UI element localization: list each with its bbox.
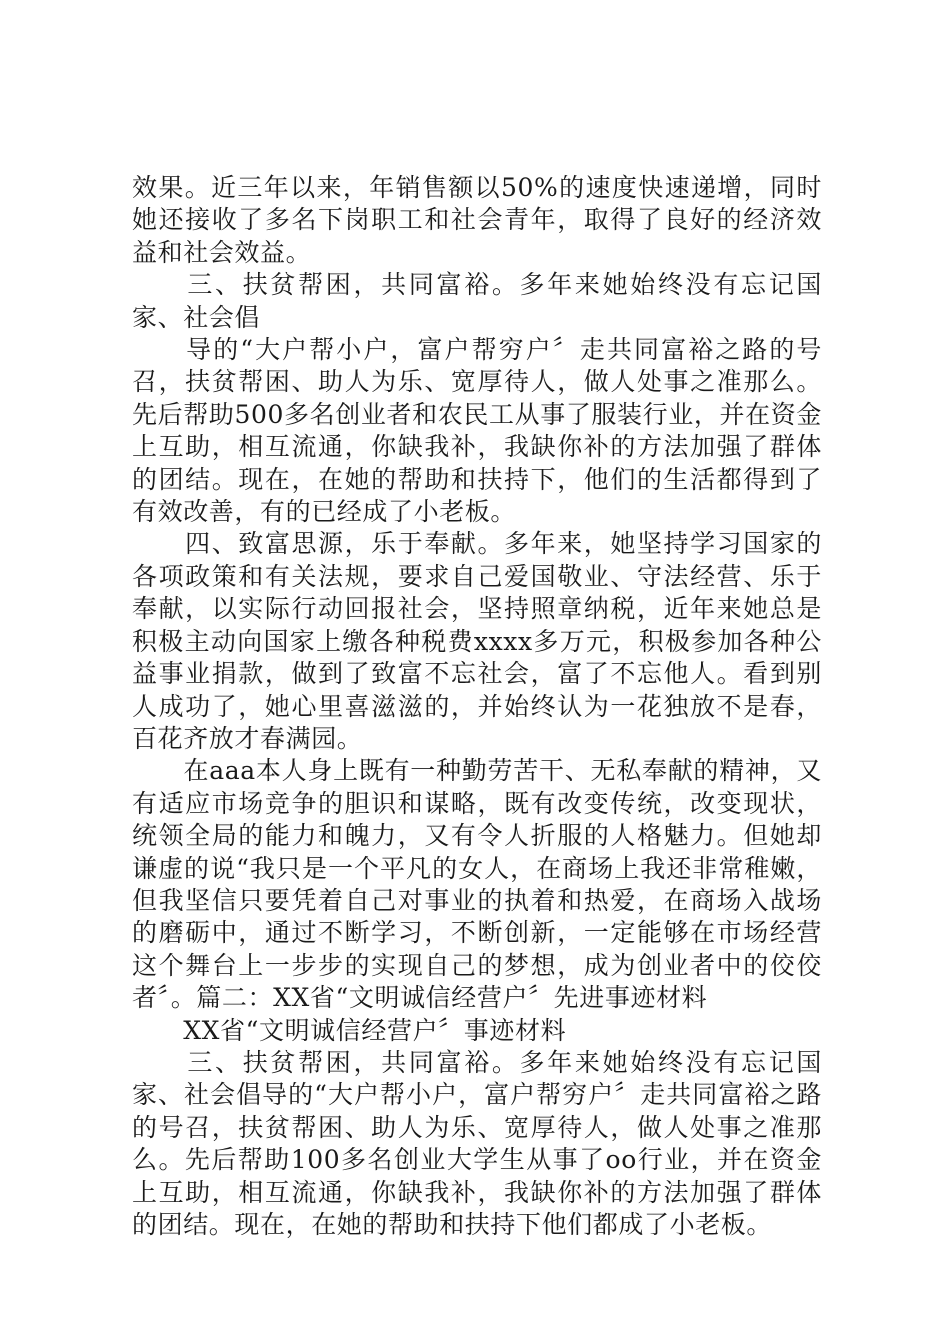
paragraph-poverty-heading: 三、扶贫帮困，共同富裕。多年来她始终没有忘记国家、社会倡 — [132, 270, 822, 332]
paragraph-poverty-body: 导的“大户帮小户，富户帮穷户〞走共同富裕之路的号召，扶贫帮困、助人为乐、宽厚待人，做人处事之准那么。先后帮助500多名创业者和农民工从事了服装行业，并在资金上互助，相互流通，你缺我补，我缺你补的方法加强了群体的团结。现在，在她的帮助和扶持下，他们的生活都得到了有效改善，有的已经成了小老板。 — [132, 335, 822, 527]
body-text — [132, 172, 822, 1241]
paragraph-poverty-repeat: 三、扶贫帮困，共同富裕。多年来她始终没有忘记国家、社会倡导的“大户帮小户，富户帮穷户〞走共同富裕之路的号召，扶贫帮困、助人为乐、宽厚待人，做人处事之准那么。先后帮助100多名创业大学生从事了oo行业，并在资金上互助，相互流通，你缺我补，我缺你补的方法加强了群体的团结。现在，在她的帮助和扶持下他们都成了小老板。 — [132, 1047, 822, 1239]
paragraph-subtitle: XX省“文明诚信经营户〞事迹材料 — [132, 1015, 567, 1045]
paragraph-dedication: 四、致富思源，乐于奉献。多年来，她坚持学习国家的各项政策和有关法规，要求自己爱国敬业、守法经营、乐于奉献，以实际行动回报社会，坚持照章纳税，近年来她总是积极主动向国家上缴各种税费xxxx多万元，积极参加各种公益事业捐款，做到了致富不忘社会，富了不忘他人。看到别人成功了，她心里喜滋滋的，并始终认为一花独放不是春，百花齐放才春满园。 — [132, 529, 822, 753]
paragraph-results: 效果。近三年以来，年销售额以50%的速度快速递增，同时她还接收了多名下岗职工和社会青年，取得了良好的经济效益和社会效益。 — [132, 173, 822, 267]
paragraph-summary: 在aaa本人身上既有一种勤劳苦干、无私奉献的精神，又有适应市场竞争的胆识和谋略，既有改变传统，改变现状，统领全局的能力和魄力，又有令人折服的人格魅力。但她却谦虚的说“我只是一个平凡的女人，在商场上我还非常稚嫩，但我坚信只要凭着自己对事业的执着和热爱，在商场入战场的磨砺中，通过不断学习，不断创新，一定能够在市场经营这个舞台上一步步的实现自己的梦想，成为创业者中的佼佼者〞。篇二：XX省“文明诚信经营户〞先进事迹材料 — [132, 756, 822, 1013]
